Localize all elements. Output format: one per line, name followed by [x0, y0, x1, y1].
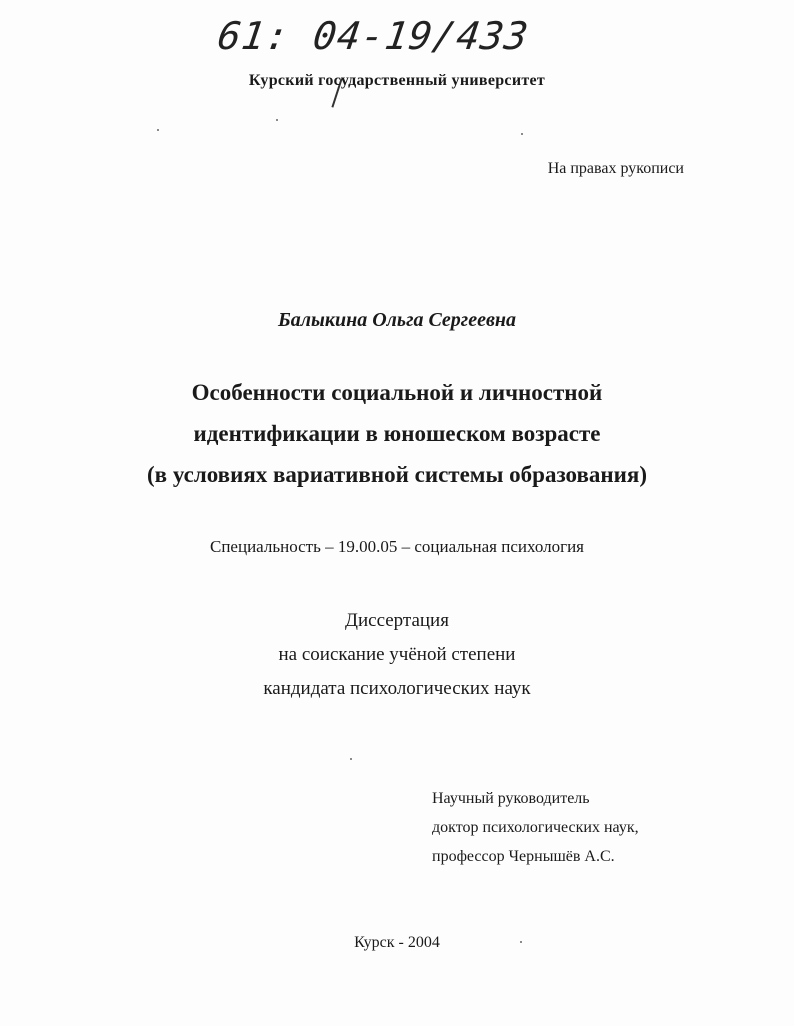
degree-line-2: на соискание учёной степени — [278, 644, 516, 665]
scan-speck — [276, 119, 278, 121]
title-line-1: Особенности социальной и личностной — [191, 380, 603, 405]
title-line-3: (в условиях вариативной системы образования) — [146, 462, 648, 487]
supervisor-name: профессор Чернышёв А.С. — [432, 848, 615, 865]
supervisor-role: Научный руководитель — [432, 790, 590, 807]
supervisor-degree: доктор психологических наук, — [432, 819, 639, 836]
dissertation-title — [0, 372, 794, 495]
city-year: Курск - 2004 — [354, 934, 440, 951]
title-line-2: идентификации в юношеском возрасте — [193, 421, 601, 446]
degree-line-3: кандидата психологических наук — [263, 678, 531, 699]
author-name: Балыкина Ольга Сергеевна — [278, 309, 516, 331]
university-name: Курский государственный университет — [248, 72, 546, 89]
handwritten-archive-code: 61: 04-19/433 — [214, 14, 532, 58]
degree-line-1: Диссертация — [345, 610, 449, 631]
scan-speck — [157, 129, 159, 131]
scan-speck — [520, 941, 522, 943]
manuscript-rights-note: На правах рукописи — [547, 160, 684, 177]
scan-speck — [521, 133, 523, 135]
speciality-line: Специальность – 19.00.05 – социальная психология — [210, 537, 584, 556]
scan-speck — [350, 758, 352, 760]
degree-statement — [0, 604, 794, 706]
supervisor-block — [432, 784, 639, 871]
